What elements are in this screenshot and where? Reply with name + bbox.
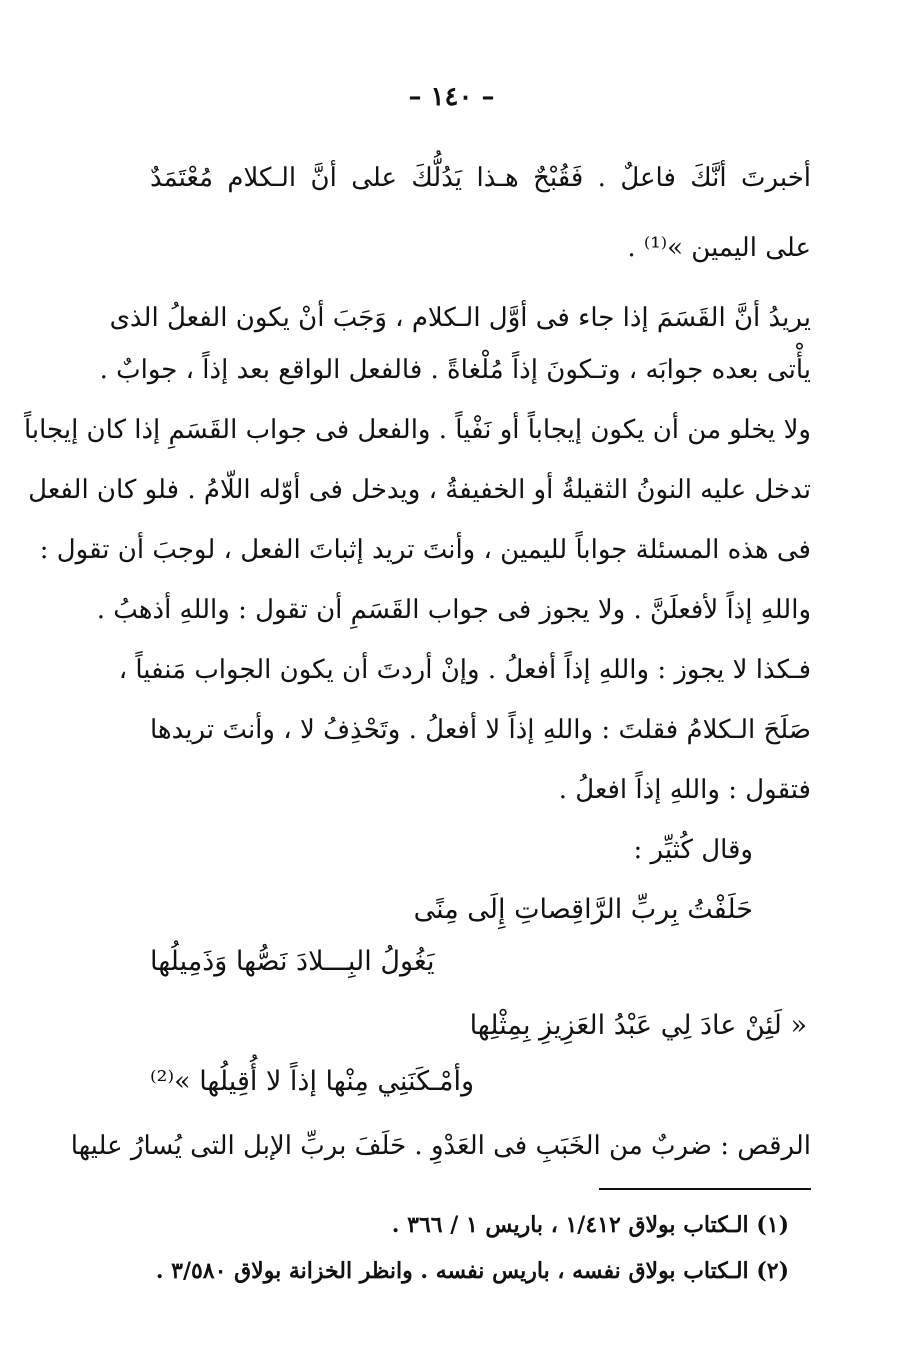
text-line-5: ولا يخلو من أن يكون إيجاباً أو نَفْياً . والفعل فى جواب القَسَمِ إذا كان إيجاباً bbox=[23, 415, 811, 445]
text-line-7: فى هذه المسئلة جواباً لليمين ، وأنتَ تريد إثباتَ الفعل ، لوجبَ أن تقول : bbox=[39, 535, 811, 565]
verse-line-2: يَغُولُ البِـــلادَ نَصُّها وَذَمِيلُها bbox=[150, 946, 435, 977]
text-line-2: على اليمين »⁽¹⁾ . bbox=[627, 233, 811, 263]
footnote-2: (٢) الـكتاب بولاق نفسه ، باريس نفسه . وانظر الخزانة بولاق ٣/٥٨٠ . bbox=[155, 1258, 789, 1284]
closing-text-line: الرقص : ضربٌ من الخَبَبِ فى العَدْوِ . حَلَفَ بربِّ الإبل التى يُسارُ عليها bbox=[70, 1131, 811, 1161]
verse-line-4: وأمْـكَنَنِي مِنْها إذاً لا أُقِيلُها »⁽²⁾ bbox=[150, 1066, 475, 1097]
page-number: – ١٤٠ – bbox=[408, 82, 495, 112]
text-line-4: يأْتى بعده جوابَه ، وتـكونَ إذاً مُلْغاةً . فالفعل الواقع بعد إذاً ، جوابٌ . bbox=[99, 355, 811, 385]
footnote-divider bbox=[599, 1188, 811, 1190]
text-line-3: يريدُ أنَّ القَسَمَ إذا جاء فى أوَّل الـكلام ، وَجَبَ أنْ يكون الفعلُ الذى bbox=[109, 303, 811, 333]
text-line-8: واللهِ إذاً لأفعلَنَّ . ولا يجوز فى جواب القَسَمِ أن تقول : واللهِ أذهبُ . bbox=[96, 595, 811, 625]
text-line-1: أخبرتَ أنَّكَ فاعلٌ . فَقُبْحٌ هـذا يَدُلُّكَ على أنَّ الـكلام مُعْتَمَدٌ bbox=[150, 163, 811, 193]
text-line-11: فتقول : واللهِ إذاً افعلُ . bbox=[558, 775, 811, 805]
verse-line-3: « لَئِنْ عادَ لِي عَبْدُ العَزِيزِ بِمِثْلِها bbox=[469, 1010, 807, 1041]
text-line-6: تدخل عليه النونُ الثقيلةُ أو الخفيفةُ ، ويدخل فى أوّله اللّامُ . فلو كان الفعل bbox=[28, 475, 811, 505]
text-line-10: صَلَحَ الـكلامُ فقلتَ : واللهِ إذاً لا أفعلُ . وتَحْذِفُ لا ، وأنتَ تريدها bbox=[150, 715, 811, 745]
verse-line-1: حَلَفْتُ بِربِّ الرَّاقِصاتِ إِلَى مِنًى bbox=[413, 894, 753, 925]
text-line-12: وقال كُثيِّر : bbox=[633, 835, 753, 865]
text-line-9: فـكذا لا يجوز : واللهِ إذاً أفعلُ . وإنْ أردتَ أن يكون الجواب مَنفياً ، bbox=[118, 655, 811, 685]
footnote-1: (١) الـكتاب بولاق ١/٤١٢ ، باريس ١ / ٣٦٦ . bbox=[391, 1212, 789, 1238]
